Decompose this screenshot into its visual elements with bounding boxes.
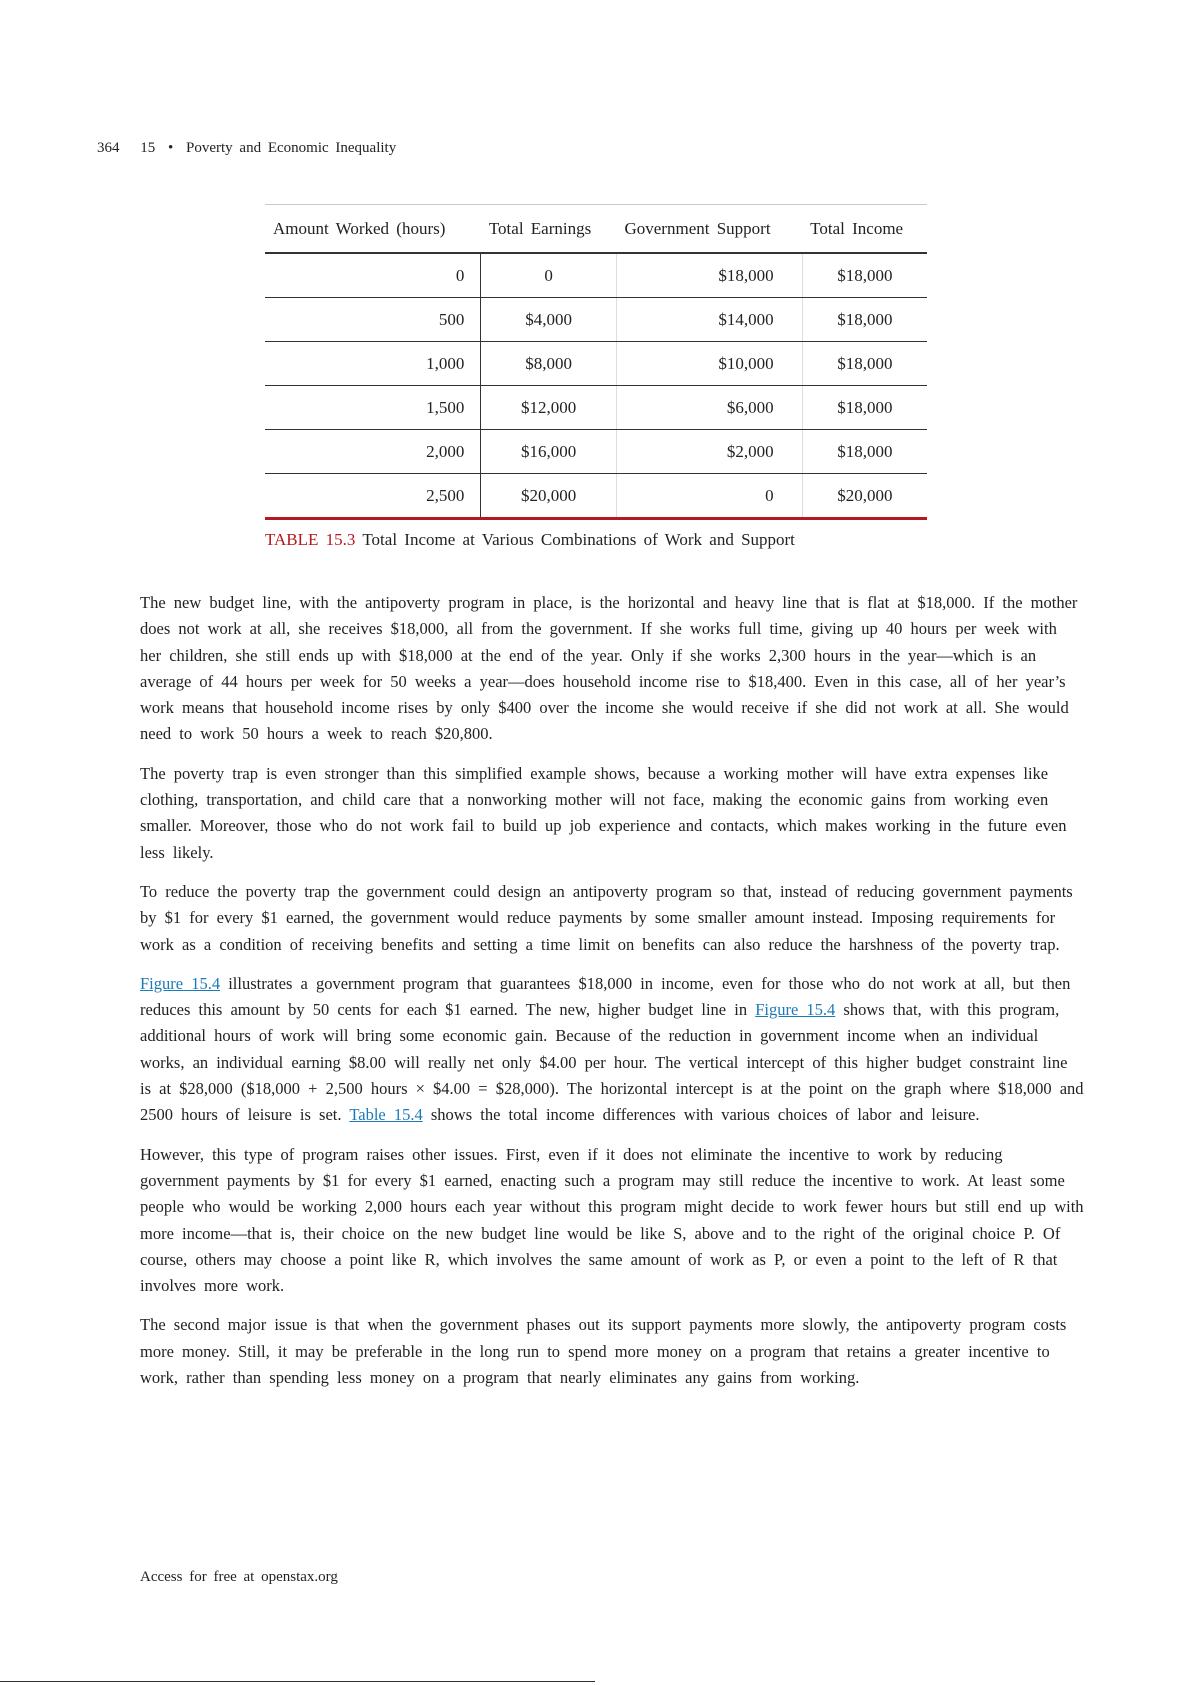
paragraph-text: shows the total income differences with various choices of labor and leisure. <box>422 1105 980 1125</box>
paragraph-text: illustrates a government program that guarantees $18,000 in income, even for those who do not work at all, but then reduces this amount by 50 cents for each $1 earned. The new, higher budget line in <box>140 973 1071 1020</box>
chapter-number: 15 <box>140 140 156 156</box>
cell-earnings: $20,000 <box>481 474 617 519</box>
income-table <box>265 204 927 520</box>
cell-earnings: $12,000 <box>481 386 617 430</box>
bottom-rule <box>0 1681 595 1682</box>
cell-earnings: $4,000 <box>481 298 617 342</box>
body-text <box>140 590 1085 1404</box>
paragraph-reduce-trap: To reduce the poverty trap the government could design an antipoverty program so that, instead of reducing government payments by $1 for every $1 earned, the government would reduce payments by some smaller amount instead. Imposing requirements for work as a condition of receiving benefits and setting a time limit on benefits can also reduce the harshness of the poverty trap. <box>140 881 1073 954</box>
paragraph-poverty-trap: The poverty trap is even stronger than this simplified example shows, because a working mother will have extra expenses like clothing, transportation, and child care that a nonworking mother will not face, making the economic gains from working even smaller. Moreover, those who do not work fail to build up job experience and contacts, which makes working in the future even less likely. <box>140 763 1067 862</box>
cell-support: $2,000 <box>616 430 802 474</box>
paragraph-other-issues: However, this type of program raises other issues. First, even if it does not eliminate the incentive to work by reducing government payments by $1 for every $1 earned, enacting such a program may still reduce the incentive to work. At least some people who would be working 2,000 hours each year without this program might decide to work fewer hours but still end up with more income—that is, their choice on the new budget line would be like S, above and to the right of the original choice P. Of course, others may choose a point like R, which involves the same amount of work as P, or even a point to the left of R that involves more work. <box>140 1144 1084 1296</box>
header-government-support: Government Support <box>616 205 802 254</box>
table-row <box>265 298 927 342</box>
cell-hours: 2,500 <box>265 474 481 519</box>
table-row <box>265 253 927 298</box>
table-row <box>265 386 927 430</box>
cell-support: 0 <box>616 474 802 519</box>
cell-income: $18,000 <box>802 342 927 386</box>
cell-income: $18,000 <box>802 386 927 430</box>
table-row <box>265 430 927 474</box>
table-caption-label: TABLE 15.3 <box>265 530 356 549</box>
bullet-separator: • <box>168 140 174 156</box>
cell-earnings: $16,000 <box>481 430 617 474</box>
page-number: 364 <box>97 140 120 156</box>
cell-hours: 500 <box>265 298 481 342</box>
cell-support: $10,000 <box>616 342 802 386</box>
footer-access-note: Access for free at openstax.org <box>140 1569 338 1585</box>
header-total-income: Total Income <box>802 205 927 254</box>
figure-15-4-link[interactable]: Figure 15.4 <box>140 973 221 993</box>
paragraph-figure-15-4 <box>140 971 1085 1129</box>
chapter-title: Poverty and Economic Inequality <box>186 140 397 156</box>
header-amount-worked: Amount Worked (hours) <box>265 205 481 254</box>
table-header-row <box>265 205 927 254</box>
cell-income: $18,000 <box>802 253 927 298</box>
cell-support: $14,000 <box>616 298 802 342</box>
table-row <box>265 342 927 386</box>
cell-support: $6,000 <box>616 386 802 430</box>
paragraph-second-issue: The second major issue is that when the government phases out its support payments more slowly, the antipoverty program costs more money. Still, it may be preferable in the long run to spend more money on a program that retains a greater incentive to work, rather than spending less money on a program that nearly eliminates any gains from working. <box>140 1315 1067 1388</box>
cell-income: $20,000 <box>837 485 893 505</box>
cell-hours: 2,000 <box>265 430 481 474</box>
table-caption-text: Total Income at Various Combinations of Work and Support <box>355 530 795 549</box>
table-caption <box>265 530 795 550</box>
cell-support: $18,000 <box>616 253 802 298</box>
running-head <box>97 140 396 157</box>
table-15-4-link[interactable]: Table 15.4 <box>349 1105 423 1125</box>
cell-income: $18,000 <box>802 298 927 342</box>
cell-earnings: $8,000 <box>481 342 617 386</box>
paragraph-budget-line: The new budget line, with the antipoverty program in place, is the horizontal and heavy line that is flat at $18,000. If the mother does not work at all, she receives $18,000, all from the government. If she works full time, giving up 40 hours per week with her children, she still ends up with $18,000 at the end of the year. Only if she works 2,300 hours in the year—which is an average of 44 hours per week for 50 weeks a year—does household income rise to $18,400. Even in this case, all of her year’s work means that household income rises by only $400 over the income she would receive if she did not work at all. She would need to work 50 hours a week to reach $20,800. <box>140 593 1078 744</box>
figure-15-4-link[interactable]: Figure 15.4 <box>755 1000 836 1020</box>
header-total-earnings: Total Earnings <box>481 205 617 254</box>
cell-income: $18,000 <box>802 430 927 474</box>
table-row <box>265 474 927 519</box>
cell-earnings: 0 <box>481 253 617 298</box>
cell-hours: 1,000 <box>265 342 481 386</box>
cell-hours: 0 <box>265 253 481 298</box>
paragraph-text: shows that, with this program, additional hours of work will bring some economic gain. Because of the reduction in government income when an individual works, an individual earning $8.00 will really net only $4.00 per hour. The vertical intercept of this higher budget constraint line is at $28,000 ($18,000 + 2,500 hours × $4.00 = $28,000). The horizontal intercept is at the point on the graph where $18,000 and 2500 hours of leisure is set. <box>140 1000 1084 1125</box>
cell-hours: 1,500 <box>265 386 481 430</box>
